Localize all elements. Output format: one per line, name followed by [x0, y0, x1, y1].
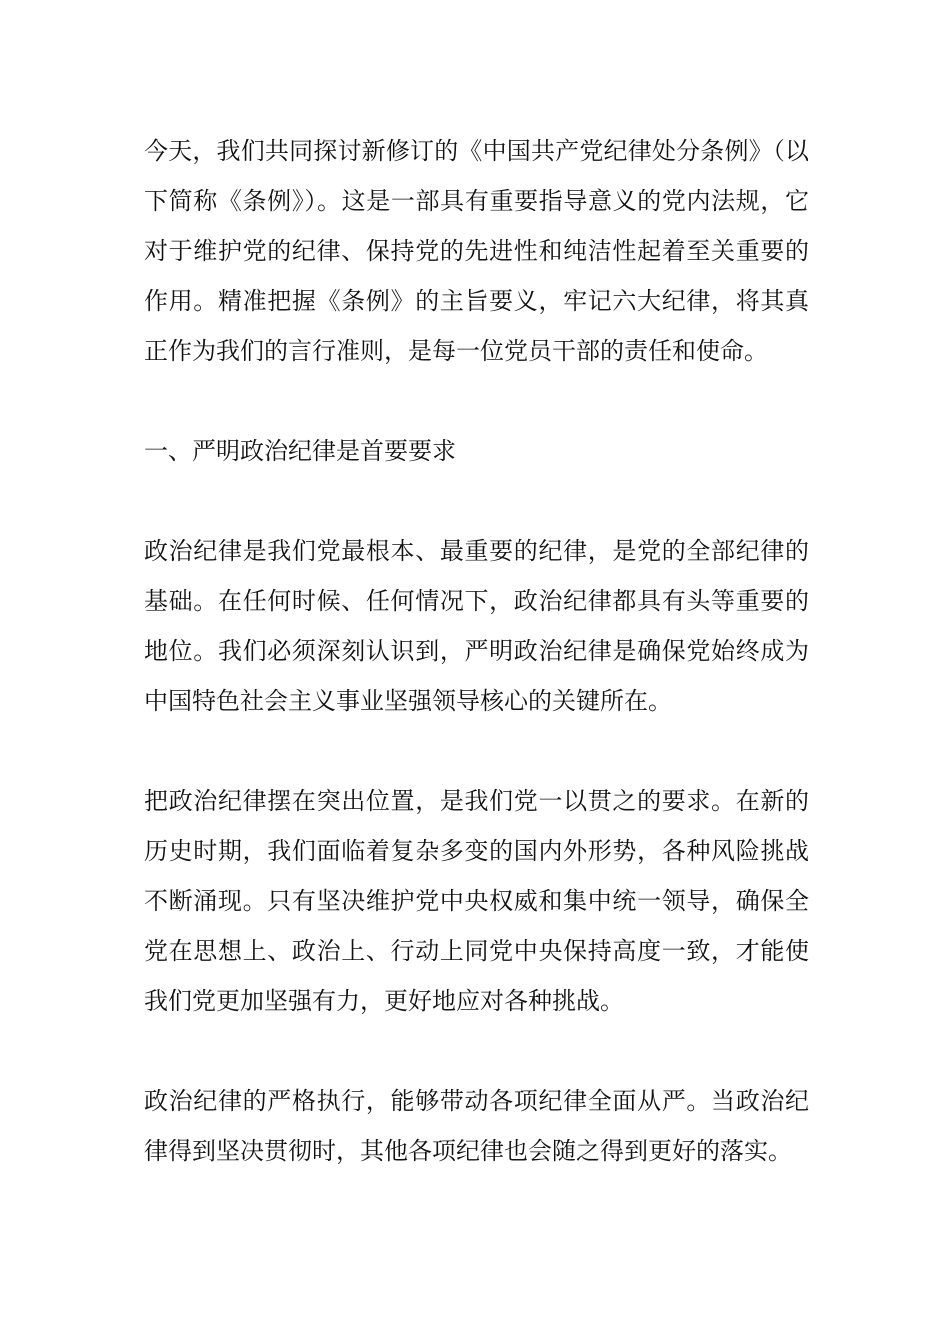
body-paragraph: 政治纪律是我们党最根本、最重要的纪律，是党的全部纪律的基础。在任何时候、任何情况下，政治纪律都具有头等重要的地位。我们必须深刻认识到，严明政治纪律是确保党始终成为中国特色社会主义事业坚强领导核心的关键所在。: [144, 537, 809, 715]
intro-paragraph: 今天，我们共同探讨新修订的《中国共产党纪律处分条例》（以下简称《条例》）。这是一部具有重要指导意义的党内法规，它对于维护党的纪律、保持党的先进性和纯洁性起着至关重要的作用。精准把握《条例》的主旨要义，牢记六大纪律，将其真正作为我们的言行准则，是每一位党员干部的责任和使命。: [144, 137, 809, 365]
section-heading: 一、严明政治纪律是首要要求: [144, 437, 456, 465]
body-paragraph: 政治纪律的严格执行，能够带动各项纪律全面从严。当政治纪律得到坚决贯彻时，其他各项纪律也会随之得到更好的落实。: [144, 1087, 809, 1165]
body-paragraph: 把政治纪律摆在突出位置，是我们党一以贯之的要求。在新的历史时期，我们面临着复杂多变的国内外形势，各种风险挑战不断涌现。只有坚决维护党中央权威和集中统一领导，确保全党在思想上、政治上、行动上同党中央保持高度一致，才能使我们党更加坚强有力，更好地应对各种挑战。: [144, 787, 809, 1015]
document-body: [144, 126, 809, 1226]
